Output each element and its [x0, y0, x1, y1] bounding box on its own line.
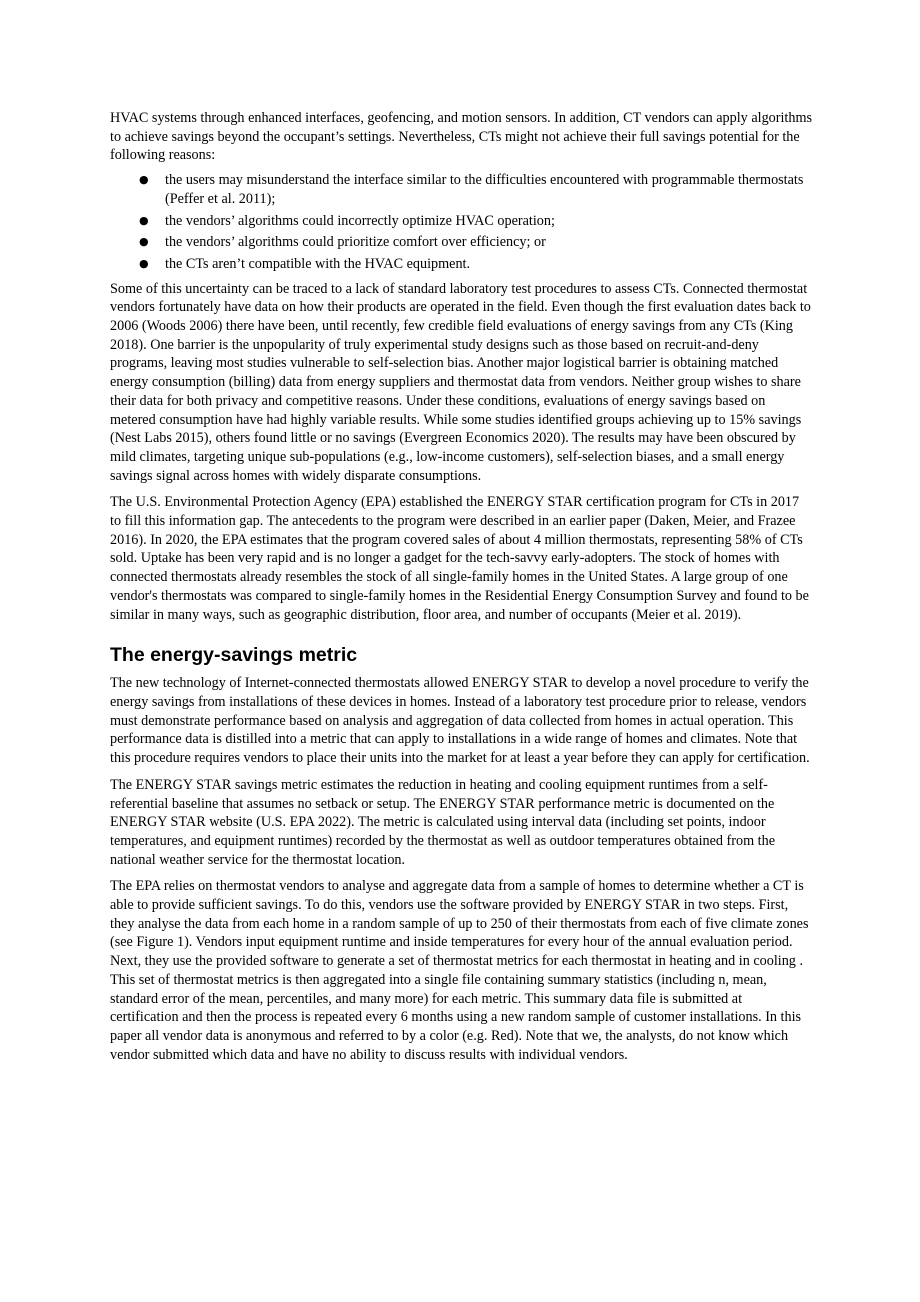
list-item — [110, 233, 813, 252]
reasons-list — [110, 171, 813, 274]
list-item — [110, 171, 813, 208]
paragraph-vendor-process: The EPA relies on thermostat vendors to analyse and aggregate data from a sample of homes to determine whether a CT is able to provide sufficient savings. To do this, vendors use the software provided by ENERGY STAR in two steps. First, they analyse the data from each home in a random sample of up to 250 of their thermostats from each of five climate zones (see Figure 1). Vendors input equipment runtime and inside temperatures for every hour of the annual evaluation period. Next, they use the provided software to generate a set of thermostat metrics for each thermostat in heating and in cooling . This set of thermostat metrics is then aggregated into a single file containing summary statistics (including n, mean, standard error of the mean, percentiles, and many more) for each metric. This summary data file is submitted at certification and then the process is repeated every 6 months using a new random sample of customer installations. In this paper all vendor data is anonymous and referred to by a color (e.g. Red). Note that we, the analysts, do not know which vendor submitted which data and have no ability to discuss results with individual vendors. — [110, 878, 809, 1063]
paragraph-savings-metric: The ENERGY STAR savings metric estimates the reduction in heating and cooling equipment runtimes from a self-referential baseline that assumes no setback or setup. The ENERGY STAR performance metric is documented on the ENERGY STAR website (U.S. EPA 2022). The metric is calculated using interval data (including set points, indoor temperatures, and equipment runtimes) recorded by the thermostat as well as outdoor temperatures obtained from the national weather service for the thermostat location. — [110, 776, 776, 868]
section-heading: The energy-savings metric — [110, 644, 358, 667]
paragraph-intro: HVAC systems through enhanced interfaces, geofencing, and motion sensors. In addition, CT vendors can apply algorithms to achieve savings beyond the occupant’s settings. Nevertheless, CTs might not achieve their full savings potential for the following reasons: — [110, 110, 813, 164]
list-item — [110, 255, 813, 274]
list-item — [110, 212, 813, 231]
bullet-icon: ● — [139, 256, 149, 270]
bullet-icon: ● — [139, 235, 149, 249]
list-item-text: the users may misunderstand the interface similar to the difficulties encountered with programmable thermostats (Peffer et al. 2011); — [165, 172, 804, 207]
list-item-text: the CTs aren’t compatible with the HVAC equipment. — [165, 255, 471, 272]
page-body — [110, 109, 813, 1064]
paragraph-epa-program: The U.S. Environmental Protection Agency (EPA) established the ENERGY STAR certification program for CTs in 2017 to fill this information gap. The antecedents to the program were described in an earlier paper (Daken, Meier, and Frazee 2016). In 2020, the EPA estimates that the program covered sales of about 4 million thermostats, representing 58% of CTs sold. Uptake has been very rapid and is no longer a gadget for the tech-savvy early-adopters. The stock of homes with connected thermostats already resembles the stock of all single-family homes in the United States. A large group of one vendor's thermostats was compared to single-family homes in the Residential Energy Consumption Survey and found to be similar in many ways, such as geographic distribution, floor area, and number of occupants (Meier et al. 2019). — [110, 494, 809, 623]
paragraph-uncertainty: Some of this uncertainty can be traced to a lack of standard laboratory test procedures to assess CTs. Connected thermostat vendors fortunately have data on how their products are operated in the field. Even though the first evaluation dates back to 2006 (Woods 2006) there have been, until recently, few credible field evaluations of energy savings from any CTs (King 2018). One barrier is the unpopularity of truly experimental study designs such as those based on recruit-and-deny programs, leaving most studies vulnerable to self-selection bias. Another major logistical barrier is obtaining matched energy consumption (billing) data from energy suppliers and thermostat data from vendors. Neither group wishes to share their data for both privacy and competitive reasons. Under these conditions, evaluations of energy savings based on metered consumption have had highly variable results. While some studies identified groups achieving up to 15% savings (Nest Labs 2015), others found little or no savings (Evergreen Economics 2020). The results may have been obscured by mild climates, targeting unique sub-populations (e.g., low-income customers), self-selection biases, and a small energy savings signal across homes with widely disparate consumptions. — [110, 280, 811, 484]
list-item-text: the vendors’ algorithms could incorrectly optimize HVAC operation; — [165, 212, 555, 229]
paragraph-metric-intro: The new technology of Internet-connected thermostats allowed ENERGY STAR to develop a novel procedure to verify the energy savings from installations of these devices in homes. Instead of a laboratory test procedure prior to release, vendors must demonstrate performance based on analysis and aggregation of data collected from homes in actual operation. This performance data is distilled into a metric that can apply to installations in a wide range of homes and climates. Note that this procedure requires vendors to place their units into the market for at least a year before they can apply for certification. — [110, 675, 810, 767]
bullet-icon: ● — [139, 173, 149, 187]
list-item-text: the vendors’ algorithms could prioritize comfort over efficiency; or — [165, 234, 546, 251]
bullet-icon: ● — [139, 213, 149, 227]
